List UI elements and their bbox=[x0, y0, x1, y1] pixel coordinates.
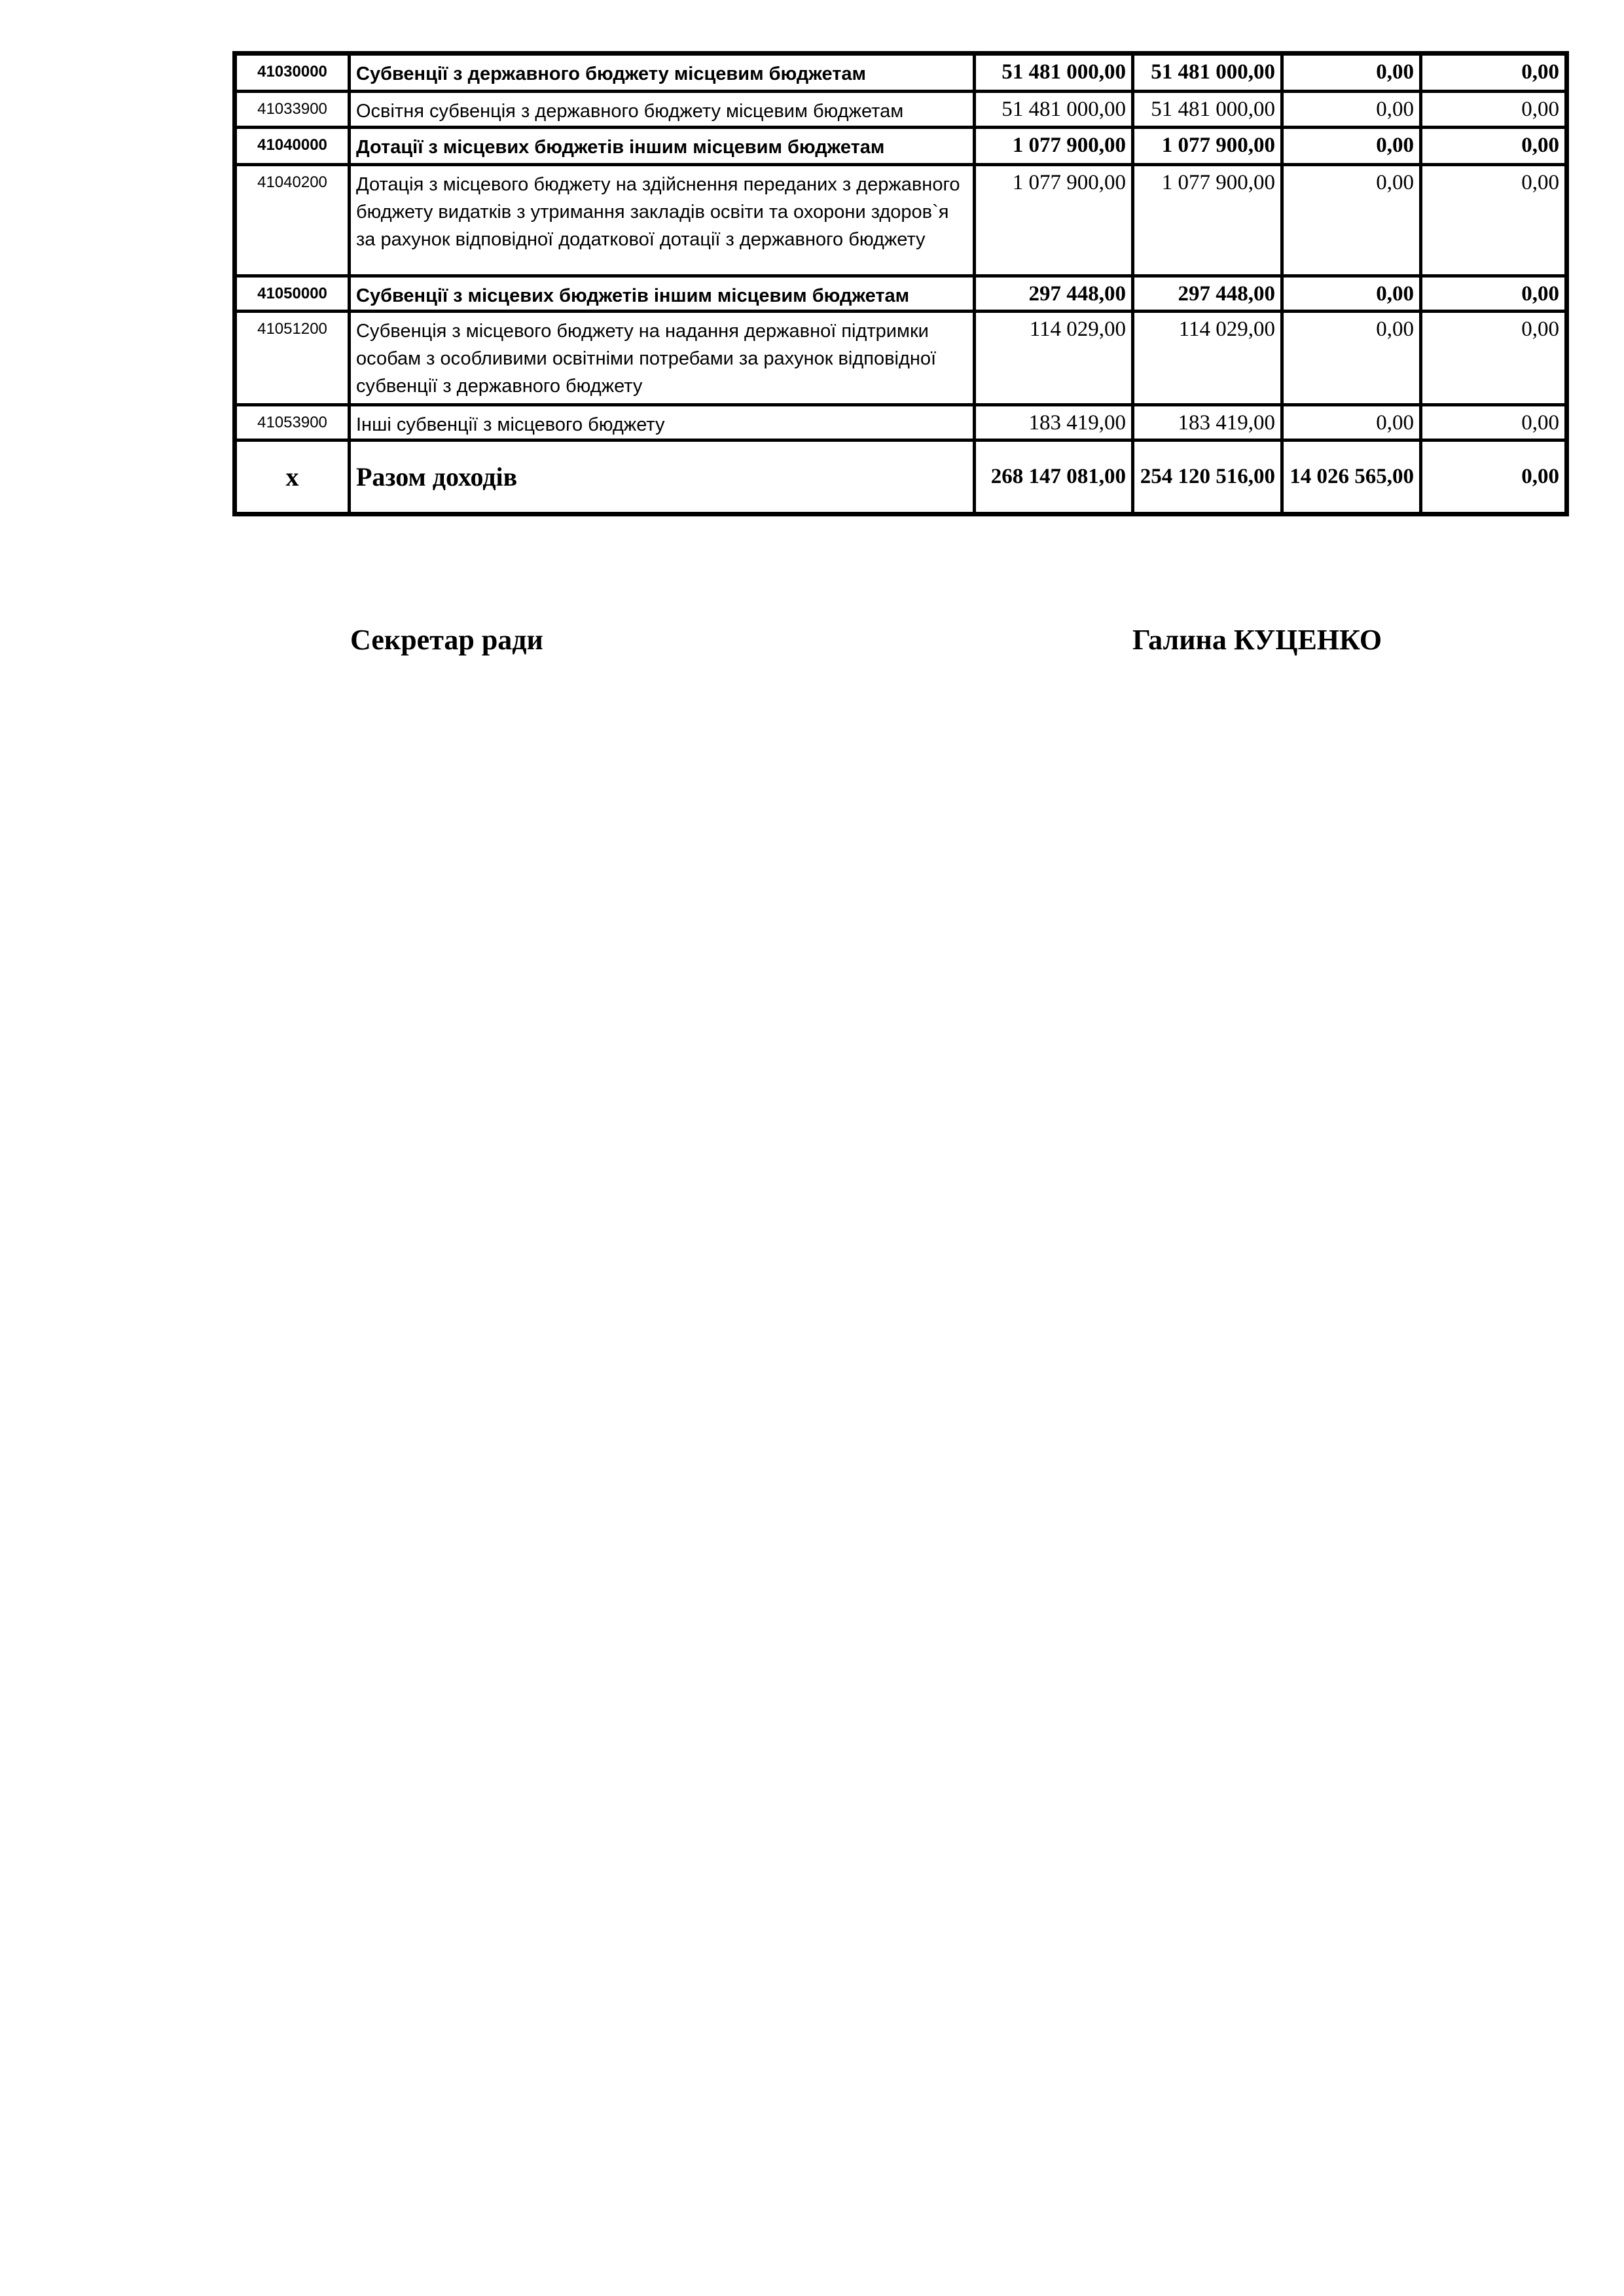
amount-cell: 297 448,00 bbox=[1133, 276, 1282, 312]
signature-person: Галина КУЦЕНКО bbox=[1132, 624, 1382, 656]
row-code: 41033900 bbox=[235, 92, 350, 128]
amount-cell: 183 419,00 bbox=[975, 405, 1133, 440]
amount-cell: 0,00 bbox=[1282, 312, 1421, 405]
row-code: 41050000 bbox=[235, 276, 350, 312]
amount-cell: 1 077 900,00 bbox=[975, 128, 1133, 165]
table-row bbox=[235, 54, 1567, 92]
amount-cell: 0,00 bbox=[1282, 276, 1421, 312]
total-row-code: x bbox=[235, 440, 350, 514]
amount-cell: 1 077 900,00 bbox=[1133, 165, 1282, 276]
total-row bbox=[235, 440, 1567, 514]
row-code: 41040200 bbox=[235, 165, 350, 276]
amount-cell: 1 077 900,00 bbox=[1133, 128, 1282, 165]
amount-cell: 0,00 bbox=[1421, 54, 1567, 92]
signature-title: Секретар ради bbox=[350, 624, 543, 656]
row-name: Освітня субвенція з державного бюджету місцевим бюджетам bbox=[350, 92, 975, 128]
amount-cell: 0,00 bbox=[1421, 405, 1567, 440]
row-name: Дотації з місцевих бюджетів іншим місцевим бюджетам bbox=[350, 128, 975, 165]
amount-cell: 0,00 bbox=[1421, 312, 1567, 405]
row-name: Субвенції з державного бюджету місцевим бюджетам bbox=[350, 54, 975, 92]
amount-cell: 297 448,00 bbox=[975, 276, 1133, 312]
amount-cell: 0,00 bbox=[1421, 276, 1567, 312]
amount-cell: 114 029,00 bbox=[975, 312, 1133, 405]
table-row bbox=[235, 92, 1567, 128]
amount-cell: 0,00 bbox=[1282, 165, 1421, 276]
amount-cell: 0,00 bbox=[1282, 54, 1421, 92]
amount-cell: 0,00 bbox=[1421, 165, 1567, 276]
amount-cell: 51 481 000,00 bbox=[975, 54, 1133, 92]
amount-cell: 51 481 000,00 bbox=[975, 92, 1133, 128]
row-name: Дотація з місцевого бюджету на здійснення переданих з державного бюджету видатків з утримання закладів освіти та охорони здоров`я за рахунок відповідної додаткової дотації з державного бюджету bbox=[350, 165, 975, 276]
amount-cell: 0,00 bbox=[1282, 405, 1421, 440]
amount-cell: 0,00 bbox=[1282, 128, 1421, 165]
budget-table bbox=[232, 51, 1569, 516]
row-name: Субвенції з місцевих бюджетів іншим місцевим бюджетам bbox=[350, 276, 975, 312]
table-row bbox=[235, 276, 1567, 312]
total-amount-cell: 14 026 565,00 bbox=[1282, 440, 1421, 514]
row-code: 41030000 bbox=[235, 54, 350, 92]
amount-cell: 183 419,00 bbox=[1133, 405, 1282, 440]
row-code: 41051200 bbox=[235, 312, 350, 405]
total-amount-cell: 268 147 081,00 bbox=[975, 440, 1133, 514]
table-row bbox=[235, 128, 1567, 165]
table-row bbox=[235, 405, 1567, 440]
amount-cell: 1 077 900,00 bbox=[975, 165, 1133, 276]
amount-cell: 114 029,00 bbox=[1133, 312, 1282, 405]
total-row-label: Разом доходів bbox=[350, 440, 975, 514]
total-amount-cell: 254 120 516,00 bbox=[1133, 440, 1282, 514]
amount-cell: 0,00 bbox=[1421, 128, 1567, 165]
row-code: 41040000 bbox=[235, 128, 350, 165]
row-name: Інші субвенції з місцевого бюджету bbox=[350, 405, 975, 440]
amount-cell: 0,00 bbox=[1282, 92, 1421, 128]
total-amount-cell: 0,00 bbox=[1421, 440, 1567, 514]
amount-cell: 51 481 000,00 bbox=[1133, 92, 1282, 128]
amount-cell: 0,00 bbox=[1421, 92, 1567, 128]
table-row bbox=[235, 165, 1567, 276]
row-code: 41053900 bbox=[235, 405, 350, 440]
amount-cell: 51 481 000,00 bbox=[1133, 54, 1282, 92]
row-name: Субвенція з місцевого бюджету на надання державної підтримки особам з особливими освітніми потребами за рахунок відповідної субвенції з державного бюджету bbox=[350, 312, 975, 405]
table-row bbox=[235, 312, 1567, 405]
